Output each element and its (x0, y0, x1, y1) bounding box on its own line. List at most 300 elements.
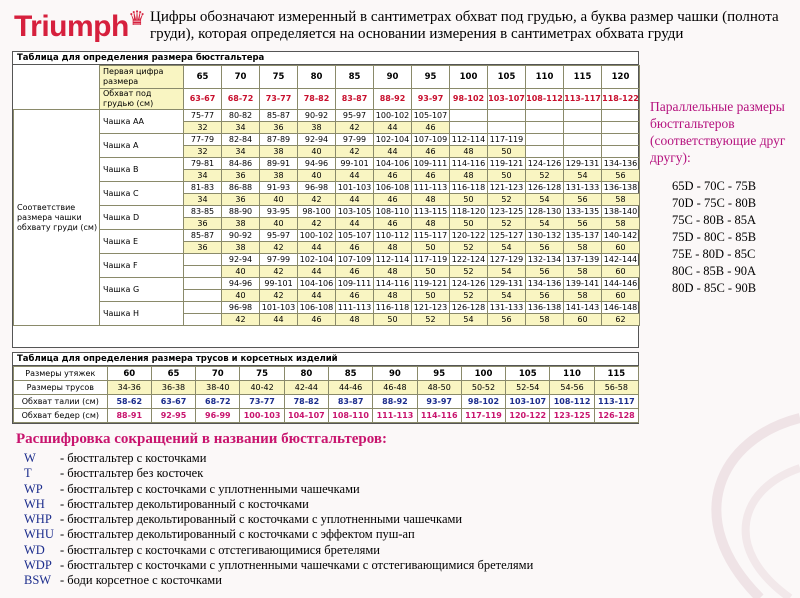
brief-value-cell: 105 (506, 367, 550, 381)
brief-value-cell: 58-62 (107, 395, 151, 409)
brief-value-cell: 93-97 (417, 395, 461, 409)
cup-range-cell: 104-106 (298, 278, 336, 290)
cup-size-cell: 58 (526, 314, 564, 326)
cup-size-cell: 38 (222, 218, 260, 230)
cup-range-cell: 109-111 (412, 158, 450, 170)
cup-range-cell: 97-99 (260, 254, 298, 266)
legend-code: WD (24, 542, 45, 557)
cup-range-cell (184, 278, 222, 290)
cup-range-cell (564, 110, 602, 122)
cup-range-cell: 82-84 (222, 134, 260, 146)
cup-range-cell: 114-116 (374, 278, 412, 290)
brief-value-cell: 36-38 (151, 381, 195, 395)
cup-size-cell: 58 (564, 290, 602, 302)
cup-range-cell: 121-123 (488, 182, 526, 194)
equivalents-title: Параллельные размеры бюстгальтеров (соответствующие друг другу): (650, 99, 786, 165)
brief-row-label: Обхват талии (см) (14, 395, 108, 409)
legend-item (24, 466, 533, 481)
cup-size-cell (602, 122, 640, 134)
cup-size-cell: 44 (374, 122, 412, 134)
cup-range-cell: 97-99 (336, 134, 374, 146)
cup-size-cell: 46 (374, 218, 412, 230)
cup-name: Чашка C (100, 182, 184, 206)
cup-size-cell: 36 (222, 194, 260, 206)
cup-range-cell: 103-105 (336, 206, 374, 218)
cup-size-cell: 40 (222, 266, 260, 278)
cup-name: Чашка D (100, 206, 184, 230)
cup-range-cell: 100-102 (298, 230, 336, 242)
brief-value-cell: 113-117 (594, 395, 638, 409)
cup-name: Чашка F (100, 254, 184, 278)
cup-name: Чашка АА (100, 110, 184, 134)
cup-size-cell: 42 (260, 242, 298, 254)
cup-size-cell (450, 122, 488, 134)
cup-size-cell: 54 (488, 242, 526, 254)
cup-size-cell: 42 (298, 194, 336, 206)
cup-range-cell: 139-141 (564, 278, 602, 290)
legend-title: Расшифровка сокращений в названии бюстгальтеров: (16, 431, 387, 447)
cup-size-cell: 40 (222, 290, 260, 302)
cup-size-cell: 48 (374, 290, 412, 302)
cup-size-cell: 36 (184, 218, 222, 230)
cup-range-cell: 77-79 (184, 134, 222, 146)
cup-size-cell: 50 (488, 170, 526, 182)
cup-size-cell: 44 (374, 146, 412, 158)
cup-range-cell (602, 110, 640, 122)
cup-size-cell: 52 (412, 314, 450, 326)
brief-row-label: Размеры утяжек (14, 367, 108, 381)
cup-range-cell (450, 110, 488, 122)
brief-value-cell: 85 (329, 367, 373, 381)
cup-range-cell (526, 134, 564, 146)
cup-size-cell: 60 (602, 266, 640, 278)
cup-range-cell: 84-86 (222, 158, 260, 170)
cup-range-cell: 124-126 (526, 158, 564, 170)
cup-range-cell: 116-118 (450, 182, 488, 194)
cup-size-cell: 48 (412, 194, 450, 206)
cup-size-cell: 34 (222, 146, 260, 158)
cup-size-cell: 46 (336, 242, 374, 254)
brief-value-cell: 63-67 (151, 395, 195, 409)
cup-range-cell: 110-112 (374, 230, 412, 242)
legend-text: - бюстгальтер декольтированный с косточками (60, 496, 309, 511)
cup-range-cell: 83-85 (184, 206, 222, 218)
legend-text: - боди корсетное с косточками (60, 573, 222, 588)
underbust-cell: 63-67 (184, 89, 222, 110)
cup-range-cell: 80-82 (222, 110, 260, 122)
band-size-cell: 95 (412, 66, 450, 89)
cup-size-cell: 50 (412, 266, 450, 278)
cup-size-cell: 56 (488, 314, 526, 326)
brief-row-label: Обхват бедер (см) (14, 409, 108, 423)
cup-size-cell: 56 (564, 218, 602, 230)
cup-size-cell: 54 (488, 266, 526, 278)
brief-value-cell: 100 (461, 367, 505, 381)
brief-value-cell: 100-103 (240, 409, 284, 423)
cup-size-cell (488, 122, 526, 134)
cup-size-cell: 58 (564, 266, 602, 278)
cup-size-cell: 58 (602, 218, 640, 230)
cup-range-cell: 111-113 (412, 182, 450, 194)
legend-item (24, 497, 533, 512)
cup-range-cell: 140-142 (602, 230, 640, 242)
underbust-cell: 118-122 (602, 89, 640, 110)
cup-size-cell (184, 266, 222, 278)
brief-value-cell: 70 (196, 367, 240, 381)
brief-value-cell: 108-110 (329, 409, 373, 423)
underbust-cell: 83-87 (336, 89, 374, 110)
cup-size-cell: 40 (260, 194, 298, 206)
cup-size-cell: 44 (298, 290, 336, 302)
band-size-cell: 110 (526, 66, 564, 89)
equivalent-item: 75C - 80B - 85A (672, 213, 757, 227)
cup-range-cell: 81-83 (184, 182, 222, 194)
equivalent-item: 75E - 80D - 85C (672, 247, 756, 261)
cup-size-cell: 56 (526, 290, 564, 302)
cup-size-cell: 38 (222, 242, 260, 254)
cup-range-cell: 95-97 (336, 110, 374, 122)
cup-size-cell: 36 (184, 242, 222, 254)
cup-size-cell (184, 314, 222, 326)
brand-logo: Triumph (14, 10, 129, 43)
cup-range-cell: 98-100 (298, 206, 336, 218)
cup-range-cell: 86-88 (222, 182, 260, 194)
cup-range-cell: 93-95 (260, 206, 298, 218)
legend-item (24, 482, 533, 497)
cup-size-cell: 44 (336, 194, 374, 206)
band-size-cell: 100 (450, 66, 488, 89)
cup-range-cell: 115-117 (412, 230, 450, 242)
brief-value-cell: 52-54 (506, 381, 550, 395)
cup-range-cell: 94-96 (298, 158, 336, 170)
underbust-cell: 68-72 (222, 89, 260, 110)
cup-range-cell: 112-114 (450, 134, 488, 146)
cup-size-cell: 52 (450, 266, 488, 278)
cup-size-cell: 40 (298, 146, 336, 158)
cup-range-cell (184, 302, 222, 314)
equivalent-item: 65D - 70C - 75B (672, 179, 757, 193)
cup-size-cell: 54 (526, 194, 564, 206)
cup-size-cell: 50 (374, 314, 412, 326)
cup-range-cell: 119-121 (412, 278, 450, 290)
cup-range-cell: 125-127 (488, 230, 526, 242)
cup-range-cell: 85-87 (184, 230, 222, 242)
brief-value-cell: 40-42 (240, 381, 284, 395)
cup-size-cell: 52 (526, 170, 564, 182)
band-size-cell: 90 (374, 66, 412, 89)
cup-size-cell: 46 (336, 266, 374, 278)
bra-size-table (12, 51, 639, 348)
cup-size-cell: 42 (260, 290, 298, 302)
cup-range-cell: 108-110 (374, 206, 412, 218)
brief-value-cell: 44-46 (329, 381, 373, 395)
cup-size-cell: 50 (488, 146, 526, 158)
cup-range-cell: 95-97 (260, 230, 298, 242)
cup-size-cell: 44 (336, 170, 374, 182)
cup-size-cell: 50 (450, 194, 488, 206)
cup-name: Чашка A (100, 134, 184, 158)
crown-icon: ♛ (128, 6, 146, 30)
cup-range-cell: 79-81 (184, 158, 222, 170)
cup-size-cell (602, 146, 640, 158)
brief-table-title: Таблица для определения размера трусов и корсетных изделий (13, 353, 638, 366)
cup-size-cell: 60 (564, 314, 602, 326)
cup-size-cell: 36 (222, 170, 260, 182)
cup-size-cell: 52 (450, 242, 488, 254)
cup-size-cell: 50 (412, 290, 450, 302)
cup-size-cell: 46 (336, 290, 374, 302)
brief-value-cell: 117-119 (461, 409, 505, 423)
cup-size-cell: 46 (298, 314, 336, 326)
equivalent-item: 70D - 75C - 80B (672, 196, 757, 210)
equivalents-list (672, 178, 756, 297)
brief-value-cell: 34-36 (107, 381, 151, 395)
cup-range-cell: 117-119 (412, 254, 450, 266)
cup-range-cell: 136-138 (526, 302, 564, 314)
cup-size-cell: 40 (260, 218, 298, 230)
cup-size-cell: 36 (260, 122, 298, 134)
cup-size-cell: 50 (412, 242, 450, 254)
cup-range-cell (526, 110, 564, 122)
underbust-cell: 78-82 (298, 89, 336, 110)
band-label: Первая цифра размера (100, 66, 184, 89)
cup-range-cell: 137-139 (564, 254, 602, 266)
cup-range-cell: 111-113 (336, 302, 374, 314)
band-size-cell: 105 (488, 66, 526, 89)
cup-size-cell: 48 (450, 146, 488, 158)
cup-range-cell: 94-96 (222, 278, 260, 290)
cup-range-cell: 91-93 (260, 182, 298, 194)
underbust-cell: 108-112 (526, 89, 564, 110)
bra-table-grid (13, 65, 640, 326)
brief-table-grid (13, 366, 639, 423)
brief-value-cell: 80 (284, 367, 328, 381)
cup-range-cell: 146-148 (602, 302, 640, 314)
cup-size-cell: 52 (450, 290, 488, 302)
band-size-cell: 65 (184, 66, 222, 89)
brief-value-cell: 95 (417, 367, 461, 381)
brief-value-cell: 56-58 (594, 381, 638, 395)
cup-size-cell: 50 (450, 218, 488, 230)
cup-size-cell: 40 (298, 170, 336, 182)
cup-name: Чашка E (100, 230, 184, 254)
cup-size-cell: 54 (450, 314, 488, 326)
cup-range-cell: 119-121 (488, 158, 526, 170)
legend-text: - бюстгальтер с косточками (60, 451, 207, 465)
cup-range-cell: 134-136 (602, 158, 640, 170)
cup-range-cell: 116-118 (374, 302, 412, 314)
brief-value-cell: 108-112 (550, 395, 594, 409)
brief-value-cell: 48-50 (417, 381, 461, 395)
cup-range-cell: 87-89 (260, 134, 298, 146)
cup-size-cell: 42 (260, 266, 298, 278)
cup-range-cell: 117-119 (488, 134, 526, 146)
cup-range-cell: 141-143 (564, 302, 602, 314)
cup-range-cell: 96-98 (298, 182, 336, 194)
brief-value-cell: 50-52 (461, 381, 505, 395)
cup-side-label: Соответствие размера чашки обхвату груди (см) (14, 110, 100, 326)
cup-range-cell: 128-130 (526, 206, 564, 218)
underbust-cell: 98-102 (450, 89, 488, 110)
cup-size-cell: 58 (564, 242, 602, 254)
legend-text: - бюстгальтер с косточками с уплотненными чашечками (60, 481, 360, 496)
brief-value-cell: 98-102 (461, 395, 505, 409)
cup-range-cell: 85-87 (260, 110, 298, 122)
cup-size-cell (564, 122, 602, 134)
cup-range-cell: 101-103 (336, 182, 374, 194)
legend-item (24, 558, 533, 573)
brief-value-cell: 111-113 (373, 409, 417, 423)
brief-value-cell: 42-44 (284, 381, 328, 395)
cup-range-cell: 102-104 (298, 254, 336, 266)
cup-range-cell: 129-131 (488, 278, 526, 290)
brief-value-cell: 90 (373, 367, 417, 381)
brief-value-cell: 92-95 (151, 409, 195, 423)
band-size-cell: 70 (222, 66, 260, 89)
cup-size-cell: 44 (336, 218, 374, 230)
cup-range-cell: 130-132 (526, 230, 564, 242)
underbust-cell: 113-117 (564, 89, 602, 110)
band-size-cell: 75 (260, 66, 298, 89)
cup-range-cell: 105-107 (412, 110, 450, 122)
equivalent-item: 80D - 85C - 90B (672, 281, 757, 295)
legend-text: - бюстгальтер с косточками с уплотненными чашечками с отстегивающимися бретелями (60, 558, 534, 573)
cup-size-cell: 60 (602, 290, 640, 302)
cup-range-cell: 92-94 (298, 134, 336, 146)
cup-size-cell: 46 (374, 170, 412, 182)
cup-range-cell (564, 134, 602, 146)
cup-size-cell: 32 (184, 122, 222, 134)
underbust-label: Обхват под грудью (см) (100, 89, 184, 110)
cup-size-cell: 52 (488, 194, 526, 206)
cup-range-cell: 131-133 (564, 182, 602, 194)
legend-text: - бюстгальтер декольтированный с косточками с уплотненными чашечками (60, 512, 463, 527)
cup-size-cell: 44 (298, 242, 336, 254)
brief-value-cell: 114-116 (417, 409, 461, 423)
cup-name: Чашка G (100, 278, 184, 302)
cup-size-cell: 42 (336, 146, 374, 158)
table-corner (14, 66, 100, 110)
brief-value-cell: 65 (151, 367, 195, 381)
cup-range-cell: 106-108 (298, 302, 336, 314)
cup-size-cell: 34 (184, 170, 222, 182)
cup-name: Чашка H (100, 302, 184, 326)
cup-size-cell: 48 (412, 218, 450, 230)
cup-range-cell: 99-101 (336, 158, 374, 170)
cup-range-cell: 105-107 (336, 230, 374, 242)
cup-size-cell: 46 (412, 122, 450, 134)
legend-item (24, 543, 533, 558)
cup-range-cell: 126-128 (526, 182, 564, 194)
brief-value-cell: 38-40 (196, 381, 240, 395)
cup-range-cell: 132-134 (526, 254, 564, 266)
cup-range-cell: 106-108 (374, 182, 412, 194)
legend-code: BSW (24, 573, 52, 588)
cup-range-cell: 118-120 (450, 206, 488, 218)
cup-size-cell: 42 (222, 314, 260, 326)
cup-size-cell: 46 (412, 170, 450, 182)
cup-range-cell: 135-137 (564, 230, 602, 242)
cup-size-cell: 38 (298, 122, 336, 134)
cup-size-cell: 56 (564, 194, 602, 206)
brief-value-cell: 54-56 (550, 381, 594, 395)
brief-value-cell: 103-107 (506, 395, 550, 409)
brief-value-cell: 104-107 (284, 409, 328, 423)
cup-range-cell: 121-123 (412, 302, 450, 314)
brief-row-label: Размеры трусов (14, 381, 108, 395)
cup-range-cell: 88-90 (222, 206, 260, 218)
cup-size-cell: 58 (602, 194, 640, 206)
legend-item (24, 573, 533, 588)
equivalent-item: 80C - 85B - 90A (672, 264, 757, 278)
cup-size-cell: 48 (374, 242, 412, 254)
brief-value-cell: 126-128 (594, 409, 638, 423)
cup-range-cell: 89-91 (260, 158, 298, 170)
cup-range-cell: 102-104 (374, 134, 412, 146)
underbust-cell: 73-77 (260, 89, 298, 110)
cup-range-cell: 134-136 (526, 278, 564, 290)
cup-size-cell: 56 (526, 242, 564, 254)
cup-range-cell: 109-111 (336, 278, 374, 290)
cup-range-cell (488, 110, 526, 122)
band-size-cell: 120 (602, 66, 640, 89)
cup-size-cell: 48 (374, 266, 412, 278)
cup-range-cell: 75-77 (184, 110, 222, 122)
brief-value-cell: 78-82 (284, 395, 328, 409)
bra-table-title: Таблица для определения размера бюстгальтера (13, 52, 638, 65)
cup-size-cell: 44 (298, 266, 336, 278)
brief-value-cell: 83-87 (329, 395, 373, 409)
cup-range-cell: 129-131 (564, 158, 602, 170)
underbust-cell: 88-92 (374, 89, 412, 110)
cup-size-cell: 52 (488, 218, 526, 230)
brief-value-cell: 123-125 (550, 409, 594, 423)
brief-value-cell: 115 (594, 367, 638, 381)
brief-value-cell: 60 (107, 367, 151, 381)
cup-range-cell: 138-140 (602, 206, 640, 218)
legend-code: W (24, 451, 36, 465)
legend-text: - бюстгальтер с косточками с отстегивающимися бретелями (60, 542, 380, 557)
cup-size-cell (184, 290, 222, 302)
cup-size-cell: 60 (602, 242, 640, 254)
intro-text: Цифры обозначают измеренный в сантиметрах обхват под грудью, а буква размер чашки (полнота груди), которая определяется на основании измерения в сантиметрах обхвата груди (150, 9, 779, 42)
cup-size-cell: 34 (222, 122, 260, 134)
cup-size-cell: 46 (374, 194, 412, 206)
legend-text: - бюстгальтер без косточек (60, 466, 204, 481)
brief-size-table (12, 352, 639, 424)
cup-range-cell: 90-92 (222, 230, 260, 242)
cup-range-cell: 142-144 (602, 254, 640, 266)
cup-range-cell: 127-129 (488, 254, 526, 266)
cup-size-cell (526, 146, 564, 158)
cup-size-cell: 54 (526, 218, 564, 230)
cup-size-cell: 34 (184, 194, 222, 206)
brief-value-cell: 120-122 (506, 409, 550, 423)
cup-size-cell: 38 (260, 146, 298, 158)
cup-size-cell: 38 (260, 170, 298, 182)
cup-size-cell: 42 (336, 122, 374, 134)
cup-range-cell: 104-106 (374, 158, 412, 170)
brief-value-cell: 68-72 (196, 395, 240, 409)
cup-range-cell: 144-146 (602, 278, 640, 290)
cup-size-cell: 54 (564, 170, 602, 182)
legend-text: - бюстгальтер декольтированный с косточками с эффектом пуш-ап (60, 527, 415, 542)
cup-range-cell: 123-125 (488, 206, 526, 218)
brief-value-cell: 75 (240, 367, 284, 381)
brief-value-cell: 110 (550, 367, 594, 381)
brief-value-cell: 46-48 (373, 381, 417, 395)
cup-range-cell: 133-135 (564, 206, 602, 218)
